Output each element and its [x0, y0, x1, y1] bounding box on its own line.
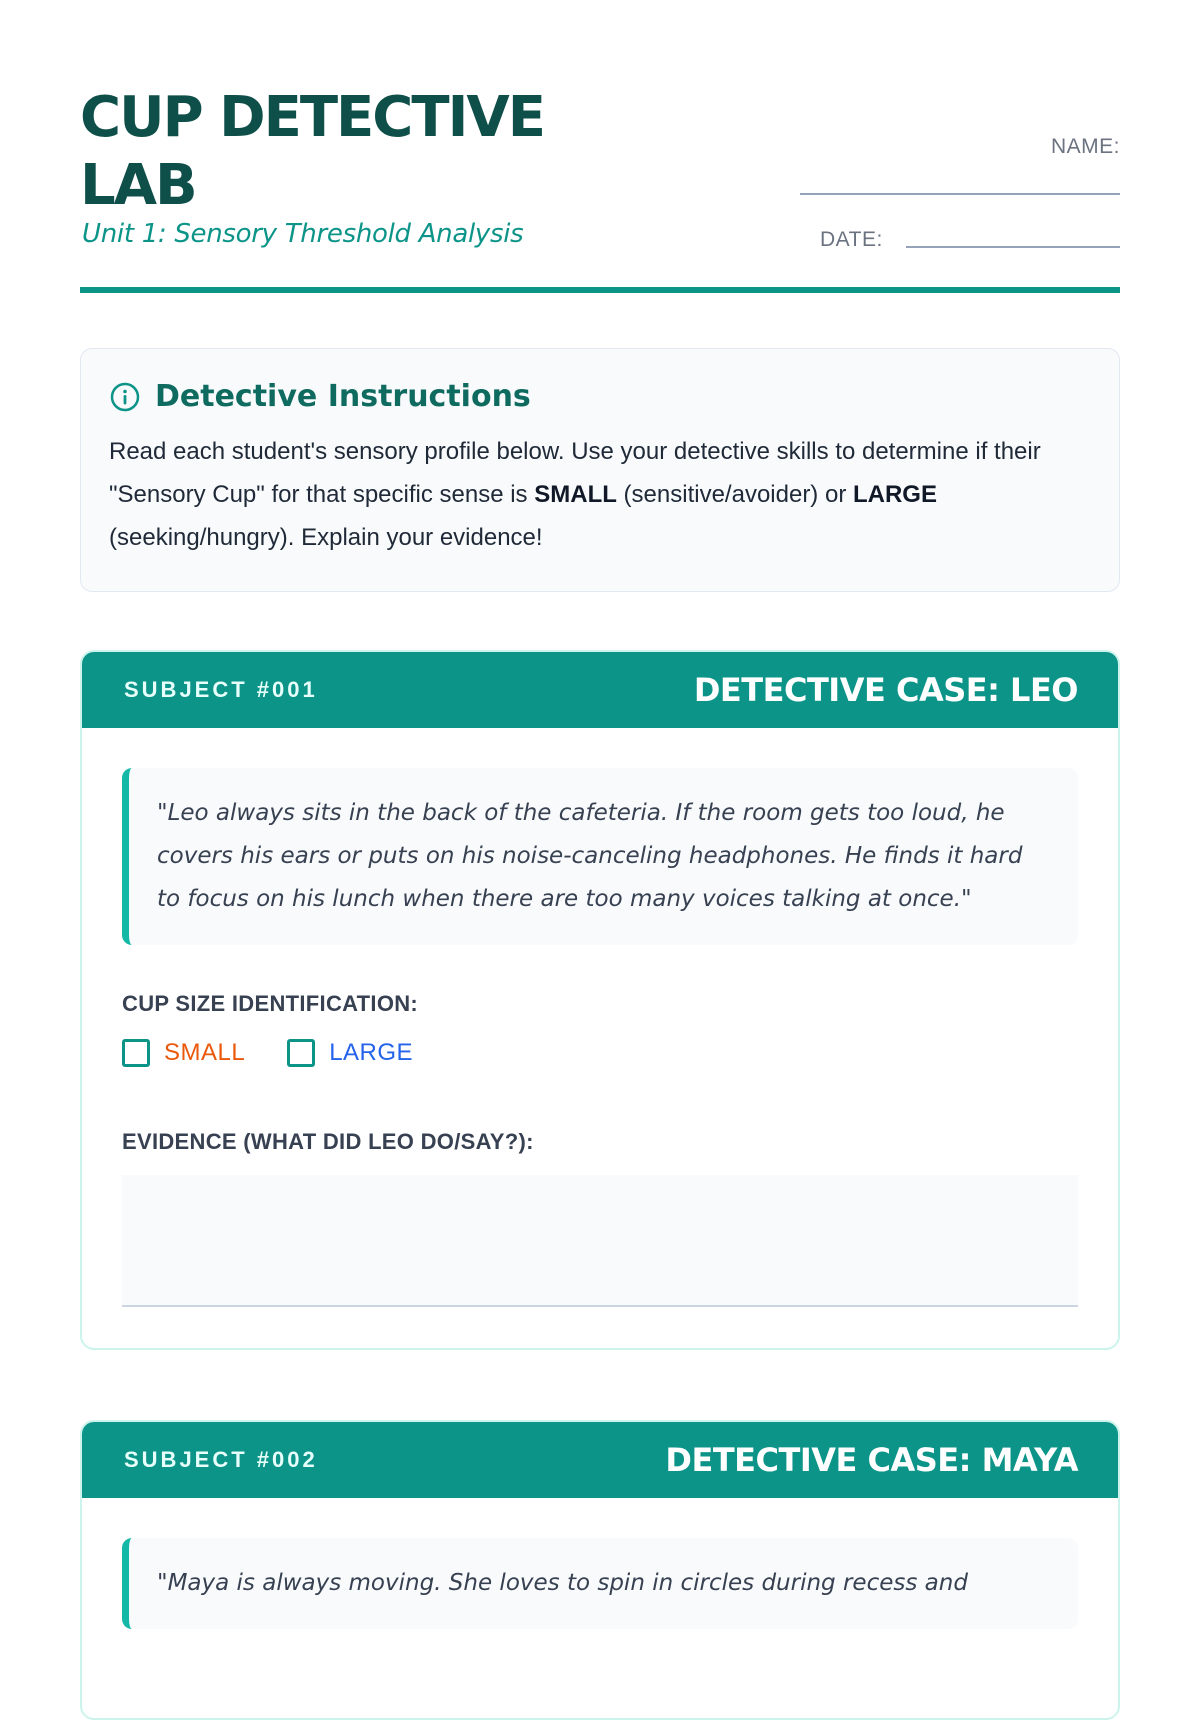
instructions-title: Detective Instructions [155, 379, 531, 414]
cup-size-options [122, 1039, 1078, 1067]
case-title: DETECTIVE CASE: LEO [693, 671, 1078, 709]
case-card-leo [80, 650, 1120, 1350]
evidence-input[interactable] [122, 1175, 1078, 1307]
large-option-label: LARGE [329, 1039, 414, 1066]
instructions-small-term: SMALL [534, 481, 617, 508]
case-card-maya [80, 1420, 1120, 1720]
page-subtitle: Unit 1: Sensory Threshold Analysis [82, 219, 524, 249]
case-header [82, 652, 1118, 728]
instructions-text [109, 430, 1091, 559]
cup-size-label: CUP SIZE IDENTIFICATION: [122, 991, 419, 1016]
instructions-large-term: LARGE [852, 481, 937, 508]
evidence-label: EVIDENCE (WHAT DID LEO DO/SAY?): [122, 1129, 534, 1154]
header-divider [80, 287, 1120, 293]
worksheet-page [80, 0, 1120, 1596]
name-field[interactable] [800, 193, 1120, 195]
case-body [82, 1498, 1118, 1669]
date-label: DATE: [820, 228, 883, 251]
info-icon [109, 381, 141, 413]
small-checkbox[interactable] [122, 1039, 150, 1067]
case-body [82, 728, 1118, 1347]
case-quote: "Leo always sits in the back of the cafeteria. If the room gets too loud, he covers his ears or puts on his noise-canceling headphones. He finds it hard to focus on his lunch when there are too many voices talking at once." [122, 768, 1078, 945]
case-quote: "Maya is always moving. She loves to spin in circles during recess and [122, 1538, 1078, 1629]
subject-number: SUBJECT #001 [124, 677, 318, 702]
subject-number: SUBJECT #002 [124, 1447, 318, 1472]
instructions-panel [80, 348, 1120, 592]
case-title: DETECTIVE CASE: MAYA [665, 1441, 1078, 1479]
page-title: CUP DETECTIVE LAB [80, 85, 545, 218]
option-small[interactable] [122, 1039, 245, 1067]
instructions-text-part: Read each student's sensory profile below. Use your detective skills to determine if their "Sensory Cup" for that specific sense is [109, 438, 1041, 508]
instructions-text-part: (seeking/hungry). Explain your evidence! [109, 524, 543, 551]
large-checkbox[interactable] [287, 1039, 315, 1067]
case-header [82, 1422, 1118, 1498]
date-field[interactable] [906, 246, 1120, 248]
instructions-text-part: (sensitive/avoider) or [616, 481, 853, 508]
instructions-heading [109, 379, 1091, 414]
worksheet-header [80, 0, 1120, 295]
small-option-label: SMALL [164, 1039, 246, 1066]
option-large[interactable] [287, 1039, 413, 1067]
name-label: NAME: [1050, 135, 1120, 158]
